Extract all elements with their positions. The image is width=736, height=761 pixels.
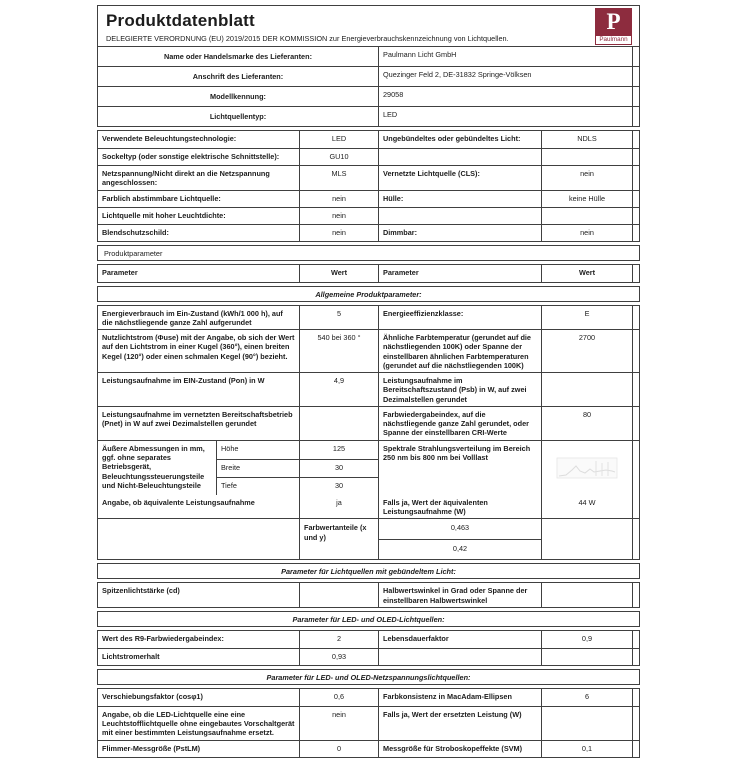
section-band-netzspannung: Parameter für LED- und OLED-Netzspannungslichtquellen: <box>97 669 640 685</box>
dimension-name: Höhe <box>216 441 299 459</box>
table-row <box>98 207 639 224</box>
param-value <box>541 208 632 224</box>
gutter <box>632 707 640 740</box>
empty-cell <box>541 519 632 559</box>
gutter <box>632 373 640 406</box>
param-value <box>299 583 378 607</box>
table-row <box>98 131 639 148</box>
param-value: Quezinger Feld 2, DE-31832 Springe-Völksen <box>378 67 632 86</box>
param-value: 2 <box>299 631 378 648</box>
section-band-produktparameter: Produktparameter <box>97 245 640 261</box>
param-value <box>541 441 632 495</box>
table-row <box>98 631 639 648</box>
param-value: 29058 <box>378 87 632 106</box>
param-value: 0 <box>299 741 378 757</box>
param-label: Lebensdauerfaktor <box>378 631 541 648</box>
param-label: Leistungsaufnahme im EIN-Zustand (Pon) in W <box>102 376 265 386</box>
chromaticity-row <box>98 518 639 559</box>
param-label: Spektrale Strahlungsverteilung im Bereich 250 nm bis 800 nm bei Volllast <box>378 441 541 495</box>
param-label: Hülle: <box>378 191 541 207</box>
dimension-value: 125 <box>299 441 378 459</box>
gutter <box>632 631 640 648</box>
technology-block <box>97 130 640 242</box>
param-label: Halbwertswinkel in Grad oder Spanne der einstellbaren Halbwertswinkel <box>378 583 541 607</box>
param-label: Äußere Abmessungen in mm, ggf. ohne separates Betriebsgerät, Beleuchtungssteuerungsteile und Nicht-Beleuchtungsteile <box>102 443 205 490</box>
param-label: Farbwiedergabeindex, auf die nächstliegende ganze Zahl gerundet, oder Spanne der einstellbaren CRI-Werte <box>378 407 541 440</box>
table-row <box>98 306 639 330</box>
document-header <box>98 6 639 46</box>
param-value <box>541 707 632 740</box>
gutter <box>632 47 640 66</box>
mains-parameters-block <box>97 688 640 758</box>
table-row <box>98 165 639 190</box>
table-row <box>98 689 639 706</box>
param-value: ja <box>299 495 378 519</box>
brand-name: Paulmann <box>599 36 628 43</box>
param-label: Flimmer-Messgröße (PstLM) <box>102 743 201 753</box>
gutter <box>632 225 640 241</box>
table-row <box>98 46 639 66</box>
gutter <box>632 131 640 148</box>
param-value: nein <box>299 707 378 740</box>
section-band-gebuendelt: Parameter für Lichtquellen mit gebündeltem Licht: <box>97 563 640 579</box>
beam-parameters-block <box>97 582 640 608</box>
param-value <box>541 583 632 607</box>
gutter <box>632 107 640 126</box>
param-value: nein <box>299 191 378 207</box>
param-value: 44 W <box>541 495 632 519</box>
gutter <box>632 407 640 440</box>
param-value <box>541 649 632 665</box>
param-value: keine Hülle <box>541 191 632 207</box>
regulation-subtitle: DELEGIERTE VERORDNUNG (EU) 2019/2015 DER KOMMISSION zur Energieverbrauchskennzeichnung von Lichtquellen. <box>106 34 509 43</box>
param-value: GU10 <box>299 149 378 165</box>
param-value: LED <box>378 107 632 126</box>
gutter <box>632 330 640 372</box>
param-label: Lichtquelle mit hoher Leuchtdichte: <box>102 210 226 220</box>
gutter <box>632 306 640 330</box>
table-row <box>98 224 639 241</box>
gutter <box>632 649 640 665</box>
empty-cell <box>98 519 299 559</box>
dimensions-row <box>98 440 639 495</box>
gutter <box>632 689 640 706</box>
column-header: Parameter <box>102 267 138 277</box>
param-label <box>378 649 541 665</box>
param-label: Sockeltyp (oder sonstige elektrische Schnittstelle): <box>102 152 280 161</box>
table-row <box>98 106 639 126</box>
gutter <box>632 87 640 106</box>
param-value: LED <box>299 131 378 148</box>
table-row <box>98 329 639 372</box>
param-label: Dimmbar: <box>378 225 541 241</box>
column-header: Wert <box>541 265 632 282</box>
led-parameters-block <box>97 630 640 666</box>
param-value: 0,9 <box>541 631 632 648</box>
param-label <box>378 149 541 165</box>
param-label: Modellkennung: <box>210 92 266 102</box>
param-label: Spitzenlichtstärke (cd) <box>102 586 180 596</box>
param-label: Energieeffizienzklasse: <box>378 306 541 330</box>
column-header: Wert <box>299 265 378 282</box>
param-label: Energieverbrauch im Ein-Zustand (kWh/1 000 h), auf die nächstliegende ganze Zahl aufgerundet <box>102 308 283 327</box>
chromaticity-y-value: 0,42 <box>378 539 541 559</box>
param-label: Ungebündeltes oder gebündeltes Licht: <box>378 131 541 148</box>
section-band-led-oled: Parameter für LED- und OLED-Lichtquellen: <box>97 611 640 627</box>
param-label: Nutzlichtstrom (Φuse) mit der Angabe, ob sich der Wert auf den Lichtstrom in einer Kugel (360°), einen breiten Kegel (120°) oder einen schmalen Kegel (90°) bezieht. <box>102 333 295 361</box>
param-value: nein <box>541 225 632 241</box>
table-row <box>98 148 639 165</box>
product-datasheet <box>97 5 640 761</box>
param-label: Farbkonsistenz in MacAdam-Ellipsen <box>378 689 541 706</box>
chromaticity-x-value: 0,463 <box>378 519 541 539</box>
param-value: 4,9 <box>299 373 378 406</box>
gutter <box>632 149 640 165</box>
param-label <box>378 208 541 224</box>
dimension-value: 30 <box>299 459 378 477</box>
param-label: Leistungsaufnahme im Bereitschaftszustand (Psb) in W, auf zwei Dezimalstellen gerundet <box>378 373 541 406</box>
param-value: nein <box>541 166 632 190</box>
gutter <box>632 583 640 607</box>
param-value: 6 <box>541 689 632 706</box>
param-value: E <box>541 306 632 330</box>
param-label: Lichtquellentyp: <box>209 112 267 122</box>
header-block <box>97 5 640 127</box>
gutter <box>632 495 640 519</box>
param-value: nein <box>299 208 378 224</box>
page-title: Produktdatenblatt <box>106 11 255 30</box>
paulmann-logo <box>595 8 632 45</box>
param-value: 5 <box>299 306 378 330</box>
gutter <box>632 191 640 207</box>
param-value: 0,93 <box>299 649 378 665</box>
param-value: 0,6 <box>299 689 378 706</box>
table-row <box>98 406 639 440</box>
gutter <box>632 166 640 190</box>
param-label: Farblich abstimmbare Lichtquelle: <box>102 193 221 203</box>
param-label: Leistungsaufnahme im vernetzten Bereitschaftsbetrieb (Pnet) in W auf zwei Dezimalstellen gerundet <box>102 409 293 429</box>
table-row <box>98 495 639 519</box>
param-value: Paulmann Licht GmbH <box>378 47 632 66</box>
param-value: MLS <box>299 166 378 190</box>
table-row <box>98 86 639 106</box>
param-value: NDLS <box>541 131 632 148</box>
section-band-allgemein: Allgemeine Produktparameter: <box>97 286 640 302</box>
table-row <box>98 706 639 740</box>
param-label: Name oder Handelsmarke des Lieferanten: <box>163 52 313 62</box>
table-header-row <box>98 265 639 282</box>
param-label: Wert des R9-Farbwiedergabeindex: <box>102 633 224 643</box>
param-value <box>541 149 632 165</box>
gutter <box>632 519 640 559</box>
param-value <box>541 373 632 406</box>
param-label: Verschiebungsfaktor (cosφ1) <box>102 691 203 701</box>
gutter <box>632 67 640 86</box>
param-label: Vernetzte Lichtquelle (CLS): <box>378 166 541 190</box>
table-row <box>98 740 639 757</box>
spectral-distribution-image <box>556 457 618 479</box>
gutter <box>632 441 640 495</box>
param-label: Falls ja, Wert der äquivalenten Leistungsaufnahme (W) <box>378 495 541 519</box>
param-label: Netzspannung/Nicht direkt an die Netzspannung angeschlossen: <box>102 169 270 188</box>
param-label: Angabe, ob äquivalente Leistungsaufnahme <box>102 497 255 507</box>
general-parameters-block <box>97 305 640 561</box>
gutter <box>632 265 640 282</box>
param-header-block <box>97 264 640 283</box>
table-row <box>98 648 639 665</box>
brand-letter-icon: P <box>596 9 631 36</box>
dimension-name: Tiefe <box>216 477 299 495</box>
dimension-value: 30 <box>299 477 378 495</box>
param-value: 540 bei 360 ° <box>299 330 378 372</box>
table-row <box>98 583 639 607</box>
param-label: Messgröße für Stroboskopeffekte (SVM) <box>378 741 541 757</box>
column-header: Parameter <box>378 265 541 282</box>
dimension-name: Breite <box>216 459 299 477</box>
param-label: Lichtstromerhalt <box>102 651 160 661</box>
table-row <box>98 66 639 86</box>
param-value: nein <box>299 225 378 241</box>
param-value: 0,1 <box>541 741 632 757</box>
table-row <box>98 372 639 406</box>
param-label: Verwendete Beleuchtungstechnologie: <box>102 134 237 143</box>
gutter <box>632 741 640 757</box>
gutter <box>632 208 640 224</box>
table-row <box>98 190 639 207</box>
param-value: 80 <box>541 407 632 440</box>
param-label: Farbwertanteile (x und y) <box>299 519 378 559</box>
param-value: 2700 <box>541 330 632 372</box>
param-label: Falls ja, Wert der ersetzten Leistung (W) <box>378 707 541 740</box>
param-label: Ähnliche Farbtemperatur (gerundet auf die nächstliegenden 100K) oder Spanne der einstellbaren ähnlichen Farbtemperaturen (gerundet auf die nächstliegenden 100K) <box>378 330 541 372</box>
param-label: Anschrift des Lieferanten: <box>192 72 284 82</box>
param-value <box>299 407 378 440</box>
param-label: Angabe, ob die LED-Lichtquelle eine eine Leuchtstofflichtquelle ohne eingebautes Vorschaltgerät mit einer bestimmten Leistungsaufnahme ersetzt. <box>102 709 295 738</box>
param-label: Blendschutzschild: <box>102 227 169 237</box>
